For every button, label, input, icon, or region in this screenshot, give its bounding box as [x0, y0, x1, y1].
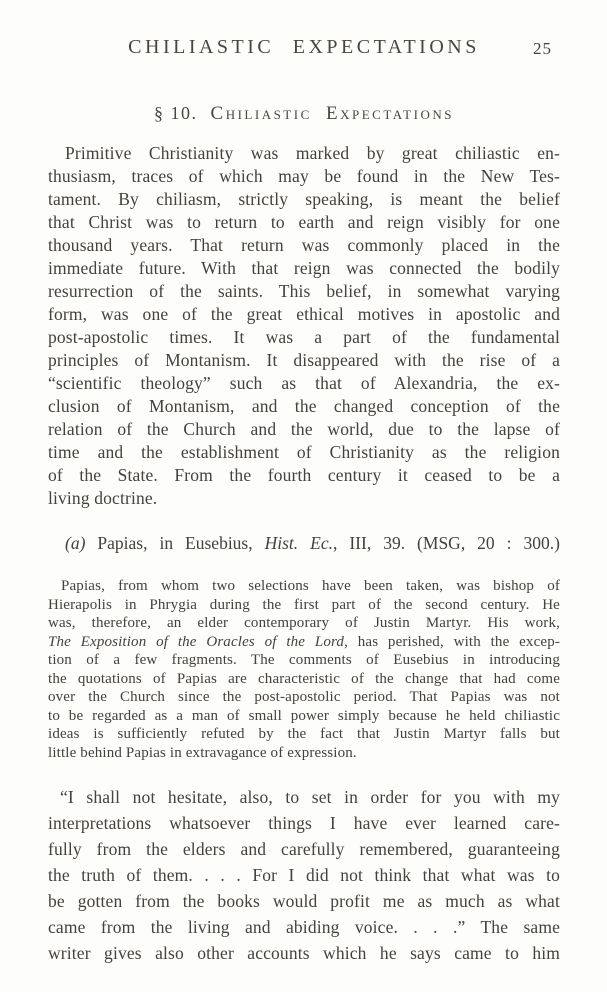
text-line: “scientific theology” such as that of Alexandria, the ex-: [48, 373, 560, 393]
text-line: thusiasm, traces of which may be found in the New Tes-: [48, 166, 560, 186]
opening-paragraph: [48, 142, 560, 510]
citation-line: [48, 533, 560, 554]
text-line: came from the living and abiding voice. . . .” The same: [48, 917, 560, 937]
text-line: was, therefore, an elder contemporary of Justin Martyr. His work,: [48, 615, 560, 631]
text-line: ideas is sufficiently refuted by the fact that Justin Martyr falls but: [48, 726, 560, 742]
citation-reference: , III, 39. (MSG, 20 : 300.): [332, 533, 560, 553]
text-line: clusion of Montanism, and the changed conception of the: [48, 396, 560, 416]
text-line: tion of a few fragments. The comments of Eusebius in introducing: [48, 652, 560, 668]
text-line: post-apostolic times. It was a part of the fundamental: [48, 327, 560, 347]
section-title: Chiliastic Expectations: [210, 103, 454, 124]
running-title: CHILIASTIC EXPECTATIONS: [128, 36, 480, 58]
text-line: time and the establishment of Christianity as the religion: [48, 442, 560, 462]
text-line: be gotten from the books would profit me as much as what: [48, 891, 560, 911]
text-line: “I shall not hesitate, also, to set in order for you with my: [60, 787, 560, 807]
text-line: that Christ was to return to earth and reign visibly for one: [48, 212, 560, 232]
text-line: living doctrine.: [48, 488, 158, 508]
quotation-paragraph: [48, 784, 560, 966]
text-line: the truth of them. . . . For I did not think that what was to: [48, 865, 560, 885]
work-title-italic: The Exposition of the Oracles of the Lord: [48, 633, 345, 650]
text-line: over the Church since the post-apostolic period. That Papias was not: [48, 689, 560, 705]
text-line: the quotations of Papias are characteristic of the change that had come: [48, 670, 560, 687]
citation-text: Papias, in Eusebius,: [85, 533, 265, 553]
text-line: writer gives also other accounts which he says came to him: [48, 943, 560, 963]
editorial-note-paragraph: [48, 577, 560, 762]
text-line: immediate future. With that reign was connected the bodily: [48, 258, 560, 278]
text-line: tament. By chiliasm, strictly speaking, is meant the belief: [48, 189, 560, 209]
section-heading: [48, 103, 560, 125]
section-mark: § 10.: [154, 103, 198, 123]
text-line: [48, 633, 560, 652]
text-segment: , has perished, with the excep-: [344, 633, 560, 650]
text-line: to be regarded as a man of small power simply because he held chiliastic: [48, 707, 560, 724]
text-line: resurrection of the saints. This belief, in somewhat varying: [48, 281, 560, 301]
text-line: of the State. From the fourth century it ceased to be a: [48, 465, 560, 485]
text-line: Hierapolis in Phrygia during the first part of the second century. He: [48, 596, 560, 613]
page-header: [48, 36, 560, 62]
text-line: Papias, from whom two selections have been taken, was bishop of: [61, 578, 560, 594]
page-number: 25: [533, 39, 552, 58]
text-line: little behind Papias in extravagance of expression.: [48, 744, 357, 761]
citation-label: (a): [65, 533, 86, 553]
text-line: relation of the Church and the world, due to the lapse of: [48, 419, 560, 439]
text-line: thousand years. That return was commonly placed in the: [48, 235, 560, 255]
text-line: form, was one of the great ethical motives in apostolic and: [48, 304, 560, 324]
cited-work-title: Hist. Ec.: [264, 533, 333, 553]
text-line: Primitive Christianity was marked by great chiliastic en-: [65, 143, 560, 163]
text-line: fully from the elders and carefully remembered, guaranteeing: [48, 839, 560, 859]
text-line: interpretations whatsoever things I have ever learned care-: [48, 813, 560, 833]
text-line: principles of Montanism. It disappeared with the rise of a: [48, 350, 560, 370]
